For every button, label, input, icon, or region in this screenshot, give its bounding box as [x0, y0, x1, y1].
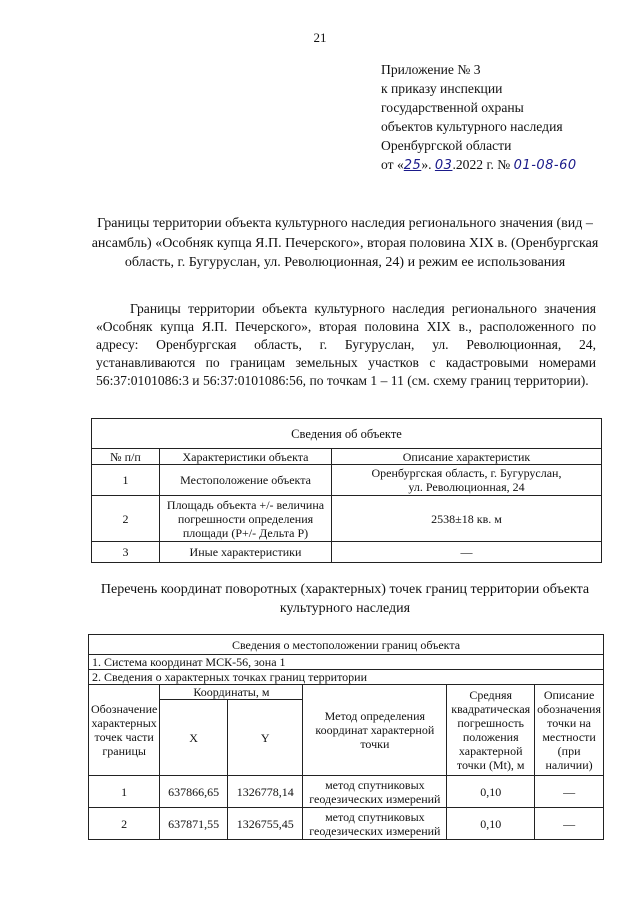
object-info-table — [91, 418, 602, 563]
table-row — [92, 496, 602, 542]
header-point: Обозначение характерных точек части границы — [89, 685, 160, 776]
header-cell: № п/п — [92, 449, 160, 465]
point-id: 1 — [89, 776, 160, 808]
table-header-row — [92, 449, 602, 465]
appendix-block — [381, 60, 577, 175]
row-number: 2 — [92, 496, 160, 542]
appendix-line: Приложение № 3 — [381, 62, 481, 77]
point-id: 2 — [89, 808, 160, 840]
coord-y: 1326778,14 — [227, 776, 303, 808]
desc-line: Оренбургская область, г. Бугуруслан, — [371, 466, 562, 480]
row-description: — — [332, 542, 602, 563]
row-characteristic — [160, 496, 332, 542]
handwritten-order-number: 01-08-60 — [513, 158, 577, 173]
error: 0,10 — [447, 776, 535, 808]
handwritten-day: 25 — [403, 158, 422, 173]
point-desc: — — [535, 808, 604, 840]
coord-y: 1326755,45 — [227, 808, 303, 840]
section-label: 2. Сведения о характерных точках границ территории — [89, 670, 604, 685]
appendix-line: государственной охраны — [381, 100, 524, 115]
header-desc: Описание обозначения точки на местности (при наличии) — [535, 685, 604, 776]
date-year: .2022 г. № — [452, 157, 514, 172]
date-mid: ». — [421, 157, 435, 172]
appendix-line: Оренбургской области — [381, 138, 512, 153]
header-method: Метод определения координат характерной точки — [303, 685, 447, 776]
header-coords: Координаты, м — [160, 685, 303, 700]
appendix-date-line — [381, 155, 577, 175]
char-line: площади (Р+/- Дельта Р) — [182, 525, 309, 540]
appendix-line: к приказу инспекции — [381, 81, 503, 96]
row-characteristic: Местоположение объекта — [160, 465, 332, 496]
table-caption: Сведения об объекте — [92, 419, 602, 449]
table-row — [92, 542, 602, 563]
method — [303, 776, 447, 808]
header-error: Средняя квадратическая погрешность положения характерной точки (Mt), м — [447, 685, 535, 776]
page-number: 21 — [313, 30, 327, 45]
date-prefix: от « — [381, 157, 404, 172]
coordinate-system: 1. Система координат МСК-56, зона 1 — [89, 655, 604, 670]
row-description — [332, 465, 602, 496]
header-cell: Характеристики объекта — [160, 449, 332, 465]
method-line: метод спутниковых — [325, 809, 425, 824]
error: 0,10 — [447, 808, 535, 840]
document-title: Границы территории объекта культурного наследия регионального значения (вид – ансамбль) «Особняк купца Я.П. Печерского», вторая половина XIX в. (Оренбургская область, г. Бугуруслан, ул. Революционная, 24) и режим ее использования — [91, 216, 599, 270]
row-number: 3 — [92, 542, 160, 563]
description-paragraph: Границы территории объекта культурного наследия регионального значения «Особняк купца Я.П. Печерского», вторая половина XIX в., расположенного по адресу: Оренбургская область, г. Бугуруслан, ул. Революционная, 24, устанавливаются по границам земельных участков с кадастровыми номерами 56:37:0101086:3 и 56:37:0101086:56, по точкам 1 – 11 (см. схему границ территории). — [96, 301, 596, 388]
header-y: Y — [227, 700, 303, 776]
method-line: геодезических измерений — [309, 823, 441, 838]
char-line: Площадь объекта +/- величина — [166, 497, 325, 512]
coord-x: 637871,55 — [160, 808, 228, 840]
table-row — [89, 776, 604, 808]
table-row — [89, 808, 604, 840]
desc-line: ул. Революционная, 24 — [408, 480, 525, 494]
header-cell: Описание характеристик — [332, 449, 602, 465]
row-number: 1 — [92, 465, 160, 496]
row-description: 2538±18 кв. м — [332, 496, 602, 542]
coordinates-table — [88, 634, 604, 840]
coordinates-subtitle: Перечень координат поворотных (характерных) точек границ территории объекта культурного наследия — [100, 582, 590, 616]
table-header-row — [89, 685, 604, 700]
appendix-line: объектов культурного наследия — [381, 119, 563, 134]
handwritten-month: 03 — [434, 158, 453, 173]
row-characteristic: Иные характеристики — [160, 542, 332, 563]
method — [303, 808, 447, 840]
method-line: метод спутниковых — [325, 777, 425, 792]
method-line: геодезических измерений — [309, 791, 441, 806]
table-caption: Сведения о местоположении границ объекта — [89, 635, 604, 655]
header-x: X — [160, 700, 228, 776]
table-row — [92, 465, 602, 496]
point-desc: — — [535, 776, 604, 808]
coord-x: 637866,65 — [160, 776, 228, 808]
char-line: погрешности определения — [177, 511, 314, 526]
